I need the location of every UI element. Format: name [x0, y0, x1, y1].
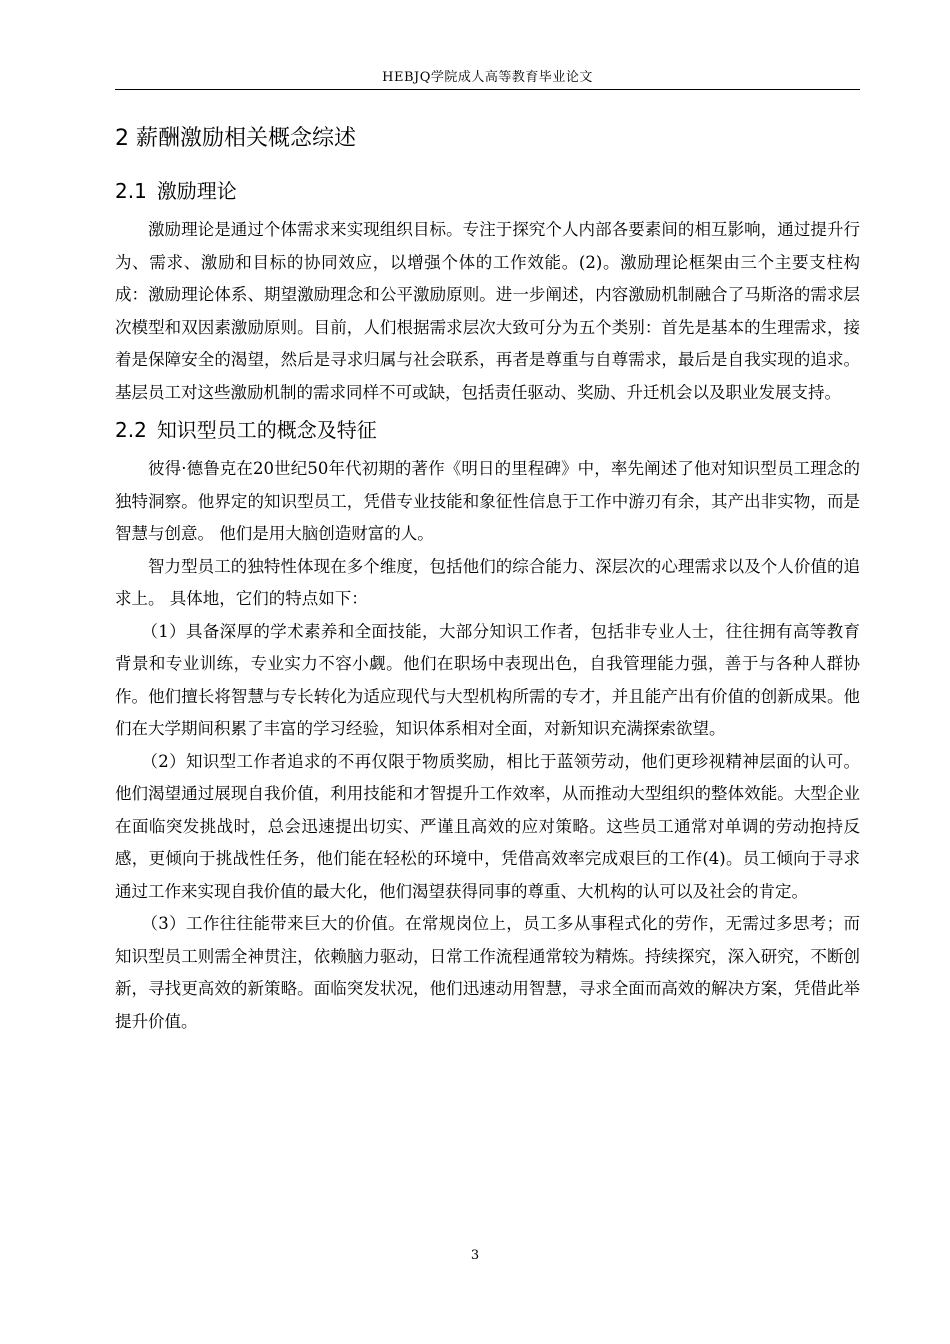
body-paragraph: 激励理论是通过个体需求来实现组织目标。专注于探究个人内部各要素间的相互影响，通过提升行为、需求、激励和目标的协同效应，以增强个体的工作效能。(2)。激励理论框架由三个主要支柱构成：激励理论体系、期望激励理念和公平激励原则。进一步阐述，内容激励机制融合了马斯洛的需求层次模型和双因素激励原则。目前，人们根据需求层次大致可分为五个类别：首先是基本的生理需求，接着是保障安全的渴望，然后是寻求归属与社会联系，再者是尊重与自尊需求，最后是自我实现的追求。基层员工对这些激励机制的需求同样不可或缺，包括责任驱动、奖励、升迁机会以及职业发展支持。 [115, 220, 860, 402]
section-title: 知识型员工的概念及特征 [156, 418, 377, 442]
body-paragraph: 彼得·德鲁克在20世纪50年代初期的著作《明日的里程碑》中，率先阐述了他对知识型员工理念的独特洞察。他界定的知识型员工，凭借专业技能和象征性信息于工作中游刃有余，其产出非实物，而是智慧与创意。 他们是用大脑创造财富的人。 [115, 459, 860, 543]
section-heading [115, 174, 860, 208]
body-paragraph: 智力型员工的独特性体现在多个维度，包括他们的综合能力、深层次的心理需求以及个人价值的追求上。 具体地，它们的特点如下： [115, 556, 860, 608]
list-item: （3）工作往往能带来巨大的价值。在常规岗位上，员工多从事程式化的劳作，无需过多思考；而知识型员工则需全神贯注，依赖脑力驱动，日常工作流程通常较为精炼。持续探究，深入研究，不断创新，寻找更高效的新策略。面临突发状况，他们迅速动用智慧，寻求全面而高效的解决方案，凭借此举提升价值。 [115, 914, 860, 1031]
running-header: HEBJQ学院成人高等教育毕业论文 [382, 70, 593, 85]
section-2-1 [115, 174, 860, 409]
section-title: 激励理论 [156, 179, 237, 203]
list-item: （2）知识型工作者追求的不再仅限于物质奖励，相比于蓝领劳动，他们更珍视精神层面的认可。他们渴望通过展现自我价值，利用技能和才智提升工作效率，从而推动大型组织的整体效能。大型企业在面临突发挑战时，总会迅速提出切实、严谨且高效的应对策略。这些员工通常对单调的劳动抱持反感，更倾向于挑战性任务，他们能在轻松的环境中，凭借高效率完成艰巨的工作(4)。员工倾向于寻求通过工作来实现自我价值的最大化，他们渴望获得同事的尊重、大机构的认可以及社会的肯定。 [115, 751, 860, 901]
list-item: （1）具备深厚的学术素养和全面技能，大部分知识工作者，包括非专业人士，往往拥有高等教育背景和专业训练，专业实力不容小觑。他们在职场中表现出色，自我管理能力强，善于与各种人群协作。他们擅长将智慧与专长转化为适应现代与大型机构所需的专才，并且能产出有价值的创新成果。他们在大学期间积累了丰富的学习经验，知识体系相对全面，对新知识充满探索欲望。 [115, 621, 860, 738]
header-rule [115, 89, 860, 90]
section-2-2 [115, 413, 860, 1038]
section-number: 2.1 [115, 179, 147, 203]
section-heading [115, 413, 860, 447]
section-number: 2.2 [115, 418, 147, 442]
page-number: 3 [470, 1248, 480, 1263]
page-body [115, 122, 860, 1038]
chapter-title: 2 薪酬激励相关概念综述 [115, 126, 356, 151]
